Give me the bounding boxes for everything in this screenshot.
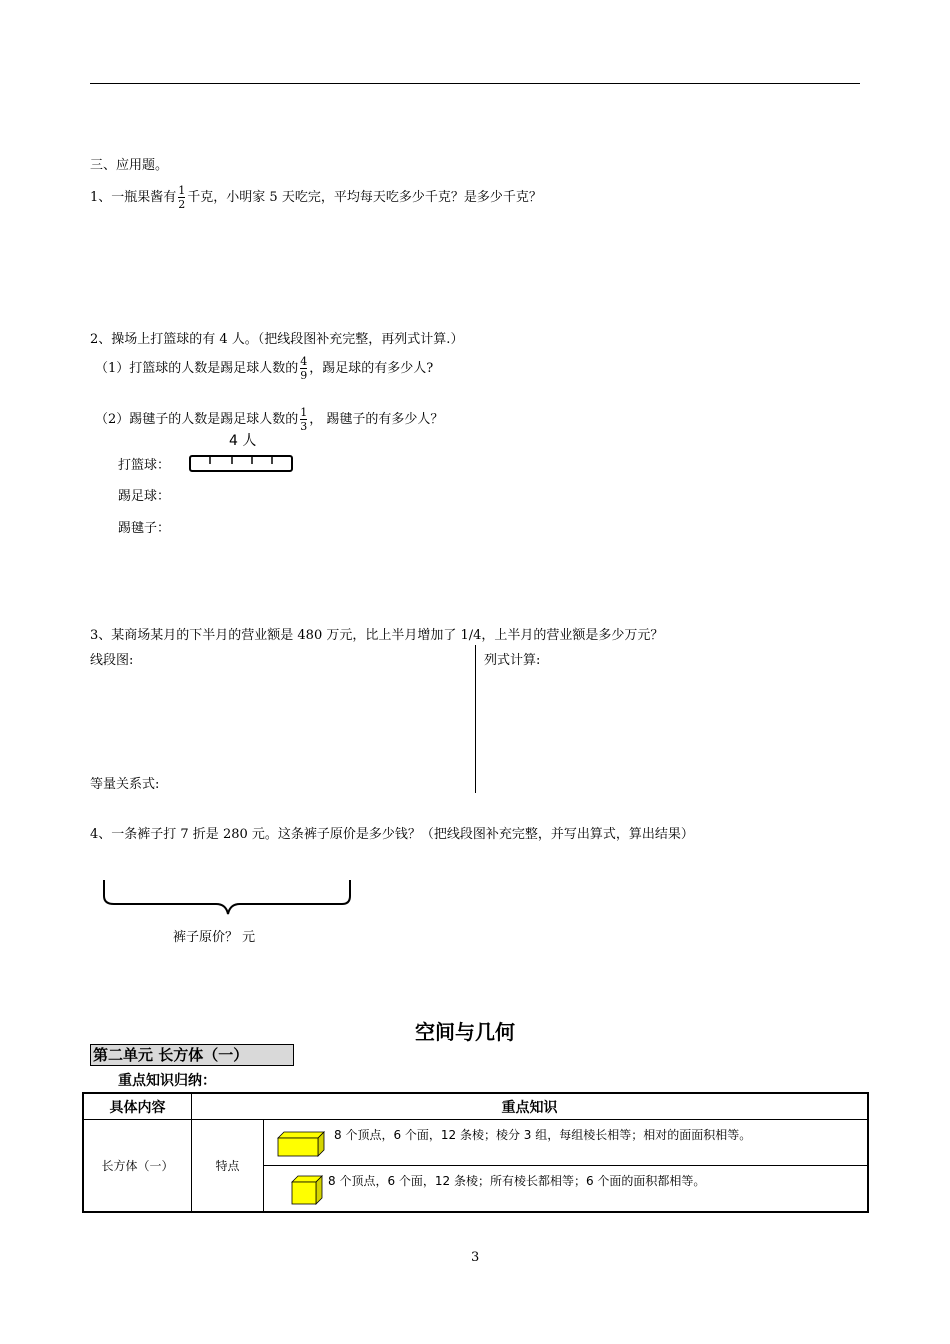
summary-subtitle: 重点知识归纳： [118,1073,216,1089]
row-label-basketball: 打篮球： [118,458,171,473]
q1-text-before: 1、一瓶果酱有 [90,190,177,205]
cuboid-icon [276,1128,326,1158]
row-label-football: 踢足球： [118,489,171,504]
table-row [83,1120,868,1166]
table-header-content: 具体内容 [83,1093,192,1120]
question-3: 3、某商场某月的下半月的营业额是 480 万元，比上半月增加了 1/4，上半月的营业额是多少万元？ [90,628,664,643]
cube-description: 8 个顶点，6 个面，12 条棱；所有棱长都相等；6 个面的面积都相等。 [328,1174,706,1188]
row-label-shuttlecock: 踢毽子： [118,521,171,536]
table-header-row [83,1093,868,1120]
divider-line [475,645,476,793]
basketball-segment-diagram [188,452,296,476]
q1-fraction: $\frac{1}{2}$ [178,184,186,211]
cuboid-description: 8 个顶点，6 个面，12 条棱；棱分 3 组，每组棱长相等；相对的面面积相等。 [334,1128,752,1142]
brace-diagram [100,876,356,920]
question-2: 2、操场上打篮球的有 4 人。（把线段图补充完整，再列式计算.） [90,332,464,347]
page-number: 3 [471,1250,480,1265]
equation-label: 等量关系式: [90,777,160,792]
geometry-title: 空间与几何 [415,1020,515,1044]
segment-diagram-label: 线段图: [90,653,134,668]
question-1 [90,184,542,211]
cuboid-cell [264,1120,869,1166]
cube-icon [290,1174,324,1206]
feature-label: 特点 [192,1120,264,1213]
knowledge-table [82,1092,869,1213]
calculation-label: 列式计算: [484,653,541,668]
question-2-part-2: （2）踢毽子的人数是踢足球人数的 $\frac{1}{3}$ ， 踢毽子的有多少人？ [95,406,444,433]
unit-title: 第二单元 长方体（一） [90,1044,294,1066]
section-heading: 三、应用题。 [90,158,169,173]
brace-label: 裤子原价？ 元 [173,930,256,945]
table-header-knowledge: 重点知识 [192,1093,869,1120]
q2-fraction-2: $\frac{1}{3}$ [300,406,308,433]
cube-cell [264,1166,869,1213]
bar-label: 4 人 [229,433,257,449]
q2-fraction-1: $\frac{4}{9}$ [300,355,308,382]
header-rule [90,83,860,84]
q1-text-after: 千克，小明家 5 天吃完，平均每天吃多少千克？是多少千克？ [187,190,542,205]
question-2-part-1: （1）打篮球的人数是踢足球人数的 $\frac{4}{9}$ ，踢足球的有多少人? [95,355,434,382]
row-label: 长方体（一） [83,1120,192,1213]
question-4: 4、一条裤子打 7 折是 280 元。这条裤子原价是多少钱？（把线段图补充完整，并写出算式，算出结果） [90,827,694,842]
